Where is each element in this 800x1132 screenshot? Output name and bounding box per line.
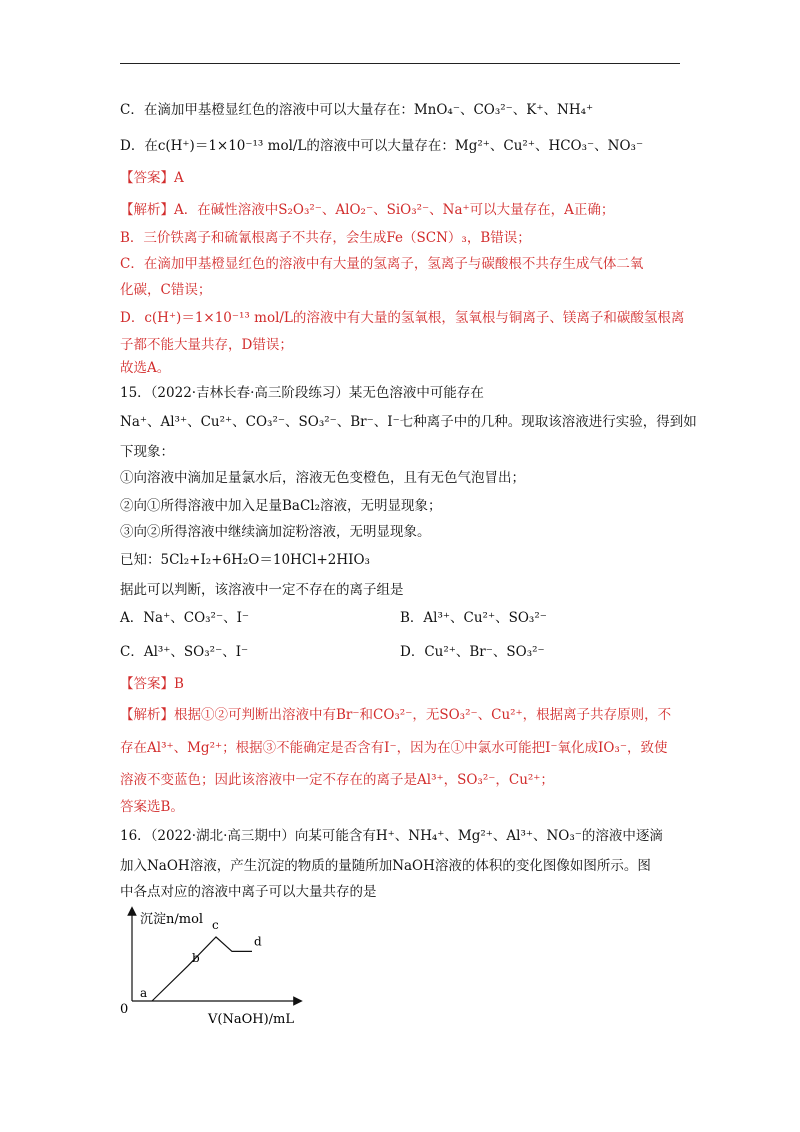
question-15-step2: ②向①所得溶液中加入足量BaCl₂溶液，无明显现象；	[120, 498, 442, 514]
question-15-option-b: B．Al³⁺、Cu²⁺、SO₃²⁻	[400, 610, 547, 626]
question-15-title: 15．（2022·吉林长春·高三阶段练习）某无色溶液中可能存在	[120, 385, 484, 401]
point-label-a: a	[140, 986, 148, 1000]
question-15-prompt: 据此可以判断，该溶液中一定不存在的离子组是	[120, 582, 404, 598]
point-label-c: c	[212, 918, 219, 932]
point-label-b: b	[192, 950, 200, 965]
header-rule	[120, 63, 680, 64]
question-15-ions: Na⁺、Al³⁺、Cu²⁺、CO₃²⁻、SO₃²⁻、Br⁻、I⁻七种离子中的几种。现取该溶液进行实验，得到如	[120, 414, 697, 430]
question-15-option-c: C．Al³⁺、SO₃²⁻、I⁻	[120, 644, 249, 660]
option-d-q14: D．在c(H⁺)＝1×10⁻¹³ mol/L的溶液中可以大量存在：Mg²⁺、Cu²⁺、HCO₃⁻、NO₃⁻	[120, 138, 644, 154]
explanation-q14-line1: 【解析】A．在碱性溶液中S₂O₃²⁻、AlO₂⁻、SiO₃²⁻、Na⁺可以大量存在，A正确；	[120, 202, 615, 218]
explanation-q15-line2: 存在Al³⁺、Mg²⁺；根据③不能确定是否含有I⁻，因为在①中氯水可能把I⁻氧化成IO₃⁻，致使	[120, 740, 668, 756]
explanation-q14-line7: 故选A。	[120, 360, 171, 376]
precipitate-curve	[152, 937, 252, 1001]
question-15-step1: ①向溶液中滴加足量氯水后，溶液无色变橙色，且有无色气泡冒出；	[120, 470, 525, 486]
question-15-text: 下现象：	[120, 444, 174, 460]
question-16-text3: 中各点对应的溶液中离子可以大量共存的是	[120, 884, 377, 900]
explanation-q14-line6: 子都不能大量共存，D错误；	[120, 337, 293, 353]
question-15-option-a: A．Na⁺、CO₃²⁻、I⁻	[120, 610, 250, 626]
explanation-q14-line2: B．三价铁离子和硫氰根离子不共存，会生成Fe（SCN）₃，B错误；	[120, 230, 531, 246]
option-c-q14: C．在滴加甲基橙显红色的溶液中可以大量存在：MnO₄⁻、CO₃²⁻、K⁺、NH₄⁺	[120, 102, 594, 118]
explanation-q15-line3: 溶液不变蓝色；因此该溶液中一定不存在的离子是Al³⁺，SO₃²⁻，Cu²⁺；	[120, 772, 554, 788]
point-label-d: d	[254, 934, 262, 949]
question-15-option-d: D．Cu²⁺、Br⁻、SO₃²⁻	[400, 644, 545, 660]
origin-label: 0	[120, 1002, 129, 1017]
answer-q14: 【答案】A	[120, 170, 184, 186]
explanation-q14-line4: 化碳，C错误；	[120, 282, 212, 298]
y-axis-label: 沉淀n/mol	[140, 912, 204, 927]
explanation-q15-line1: 【解析】根据①②可判断出溶液中有Br⁻和CO₃²⁻，无SO₃²⁻、Cu²⁺，根据离子共存原则，不	[120, 707, 672, 723]
explanation-q14-line5: D．c(H⁺)＝1×10⁻¹³ mol/L的溶液中有大量的氢氧根，氢氧根与铜离子、镁离子和碳酸氢根离	[120, 310, 685, 326]
explanation-q15-line4: 答案选B。	[120, 799, 184, 815]
explanation-q14-line3: C．在滴加甲基橙显红色的溶液中有大量的氢离子，氢离子与碳酸根不共存生成气体二氧	[120, 256, 644, 272]
question-16-title: 16．（2022·湖北·高三期中）向某可能含有H⁺、NH₄⁺、Mg²⁺、Al³⁺、NO₃⁻的溶液中逐滴	[120, 828, 663, 844]
question-16-text2: 加入NaOH溶液，产生沉淀的物质的量随所加NaOH溶液的体积的变化图像如图所示。图	[120, 858, 651, 874]
question-15-step3: ③向②所得溶液中继续滴加淀粉溶液，无明显现象。	[120, 524, 431, 540]
answer-q15: 【答案】B	[120, 676, 184, 692]
precipitate-chart	[112, 905, 312, 1030]
x-axis-label: V(NaOH)/mL	[208, 1012, 294, 1027]
question-15-known: 已知：5Cl₂+I₂+6H₂O＝10HCl+2HIO₃	[120, 552, 370, 568]
